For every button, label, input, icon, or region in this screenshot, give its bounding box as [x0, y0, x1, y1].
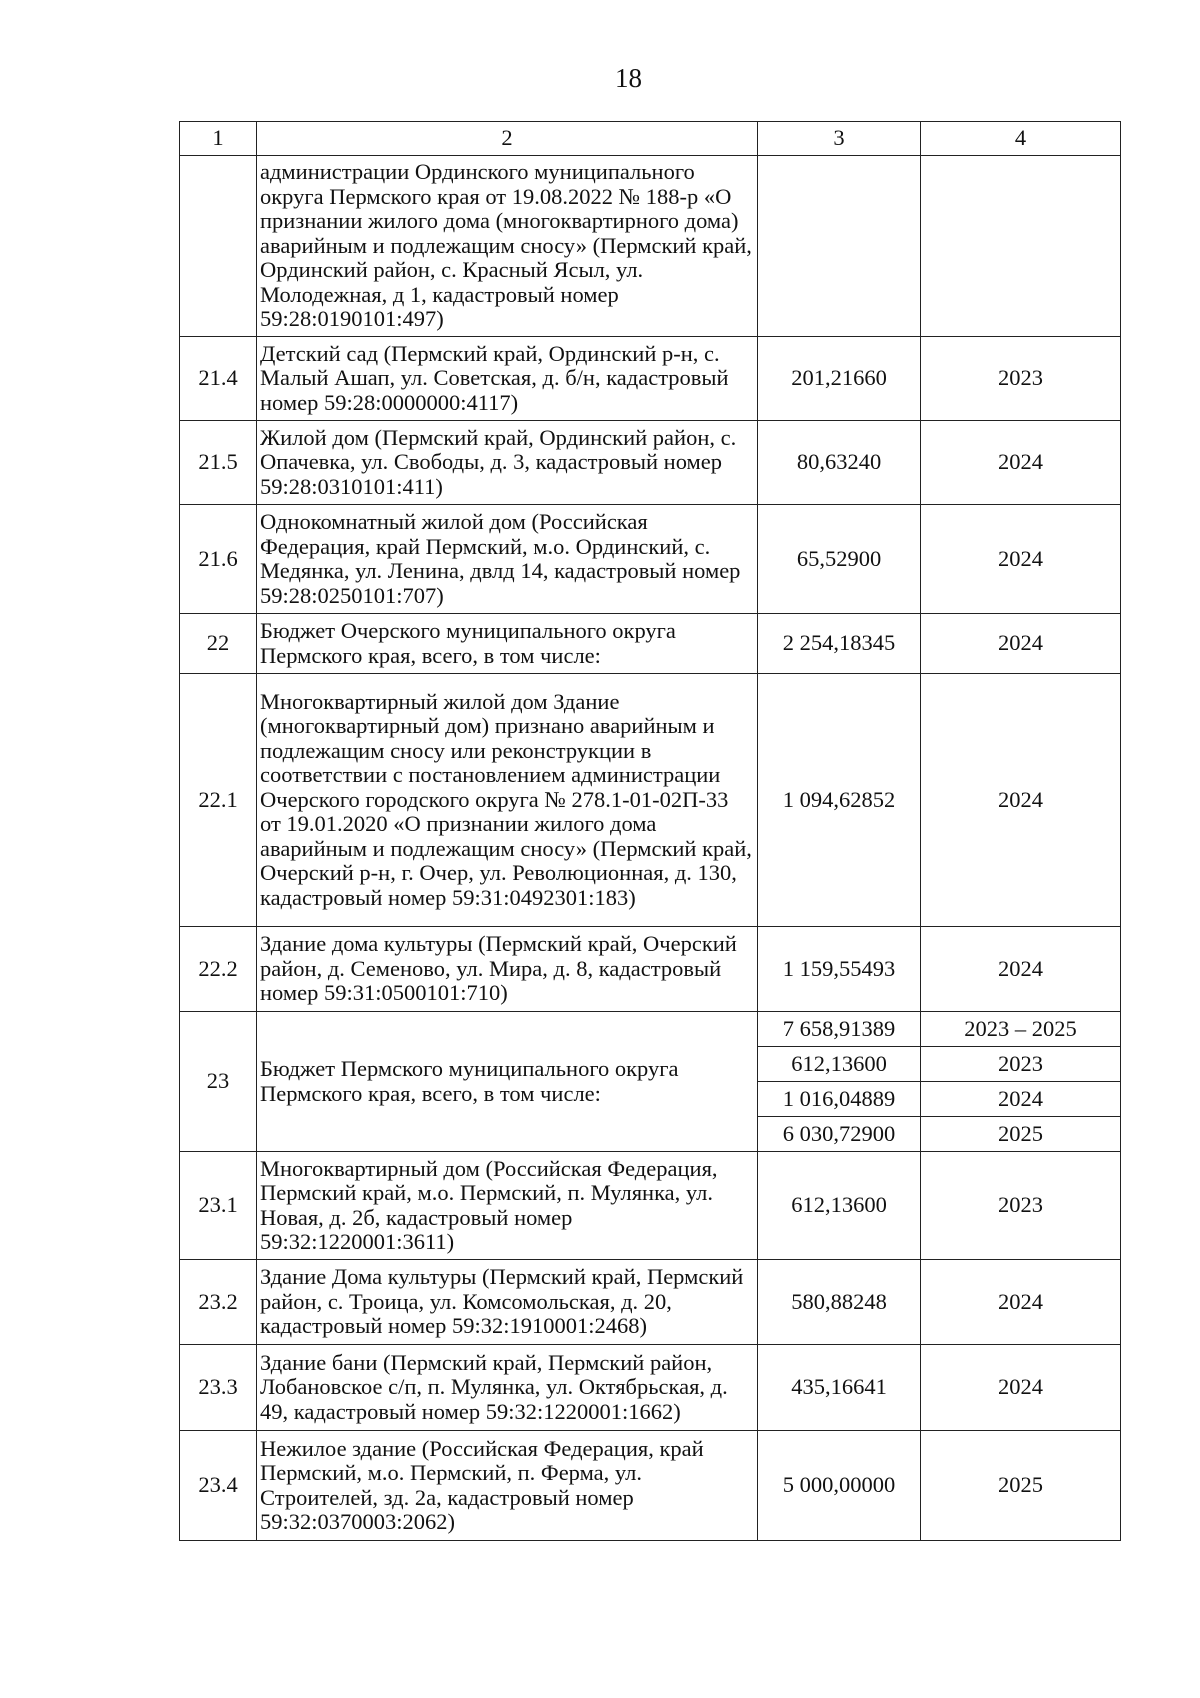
row-description: Многоквартирный дом (Российская Федерация, Пермский край, м.о. Пермский, п. Мулянка, ул. Новая, д. 2б, кадастровый номер 59:32:1220001:3611)	[257, 1152, 758, 1260]
row-year: 2023	[921, 1152, 1121, 1260]
row-number: 21.5	[180, 421, 257, 505]
row-number: 23.3	[180, 1345, 257, 1431]
row-year: 2024	[921, 1260, 1121, 1345]
row-value: 1 159,55493	[758, 927, 921, 1012]
table-row	[180, 421, 1121, 505]
row-description: Бюджет Очерского муниципального округа Пермского края, всего, в том числе:	[257, 614, 758, 674]
row-number: 22.2	[180, 927, 257, 1012]
row-year: 2024	[921, 614, 1121, 674]
row-value: 580,88248	[758, 1260, 921, 1345]
page-number: 18	[615, 63, 642, 93]
row-year: 2023 – 2025	[921, 1012, 1121, 1047]
row-description: Здание дома культуры (Пермский край, Очерский район, д. Семеново, ул. Мира, д. 8, кадастровый номер 59:31:0500101:710)	[257, 927, 758, 1012]
row-year: 2023	[921, 1047, 1121, 1082]
row-value: 80,63240	[758, 421, 921, 505]
row-value: 6 030,72900	[758, 1117, 921, 1152]
row-value: 612,13600	[758, 1152, 921, 1260]
header-cell: 4	[921, 122, 1121, 156]
table-row	[180, 1152, 1121, 1260]
row-year: 2024	[921, 505, 1121, 614]
table-row	[180, 674, 1121, 927]
row-description: Нежилое здание (Российская Федерация, край Пермский, м.о. Пермский, п. Ферма, ул. Строителей, зд. 2а, кадастровый номер 59:32:0370003:2062)	[257, 1431, 758, 1541]
row-description: Детский сад (Пермский край, Ординский р-н, с. Малый Ашап, ул. Советская, д. б/н, кадастровый номер 59:28:0000000:4117)	[257, 337, 758, 421]
row-year	[921, 156, 1121, 337]
table-row	[180, 505, 1121, 614]
row-number: 23.4	[180, 1431, 257, 1541]
row-value: 1 016,04889	[758, 1082, 921, 1117]
row-description: Здание бани (Пермский край, Пермский район, Лобановское с/п, п. Мулянка, ул. Октябрьская, д. 49, кадастровый номер 59:32:1220001:1662)	[257, 1345, 758, 1431]
header-cell: 1	[180, 122, 257, 156]
row-description: Многоквартирный жилой дом Здание (многоквартирный дом) признано аварийным и подлежащим сносу или реконструкции в соответствии с постановлением администрации Очерского городского округа № 278.1-01-02П-33 от 19.01.2020 «О признании жилого дома аварийным и подлежащим сносу» (Пермский край, Очерский р-н, г. Очер, ул. Революционная, д. 130, кадастровый номер 59:31:0492301:183)	[257, 674, 758, 927]
row-description: Бюджет Пермского муниципального округа Пермского края, всего, в том числе:	[257, 1012, 758, 1152]
table-row	[180, 1345, 1121, 1431]
row-year: 2024	[921, 1345, 1121, 1431]
row-value: 612,13600	[758, 1047, 921, 1082]
table-row	[180, 1431, 1121, 1541]
row-year: 2024	[921, 927, 1121, 1012]
table-row	[180, 1012, 1121, 1047]
header-row	[180, 122, 1121, 156]
row-number: 22	[180, 614, 257, 674]
row-year: 2024	[921, 674, 1121, 927]
table-row	[180, 1260, 1121, 1345]
row-value	[758, 156, 921, 337]
row-value: 2 254,18345	[758, 614, 921, 674]
row-value: 1 094,62852	[758, 674, 921, 927]
row-description: Однокомнатный жилой дом (Российская Федерация, край Пермский, м.о. Ординский, с. Медянка, ул. Ленина, двлд 14, кадастровый номер 59:28:0250101:707)	[257, 505, 758, 614]
row-number: 23	[180, 1012, 257, 1152]
row-value: 201,21660	[758, 337, 921, 421]
table-row	[180, 337, 1121, 421]
row-year: 2024	[921, 1082, 1121, 1117]
row-year: 2023	[921, 337, 1121, 421]
objects-table	[179, 121, 1121, 1541]
table-row	[180, 927, 1121, 1012]
row-number: 23.2	[180, 1260, 257, 1345]
row-value: 435,16641	[758, 1345, 921, 1431]
row-value: 7 658,91389	[758, 1012, 921, 1047]
header-cell: 2	[257, 122, 758, 156]
row-number	[180, 156, 257, 337]
row-year: 2024	[921, 421, 1121, 505]
row-number: 23.1	[180, 1152, 257, 1260]
row-value: 65,52900	[758, 505, 921, 614]
row-description: Здание Дома культуры (Пермский край, Пермский район, с. Троица, ул. Комсомольская, д. 20, кадастровый номер 59:32:1910001:2468)	[257, 1260, 758, 1345]
row-number: 21.6	[180, 505, 257, 614]
row-year: 2025	[921, 1117, 1121, 1152]
table-row	[180, 614, 1121, 674]
row-year: 2025	[921, 1431, 1121, 1541]
table-row	[180, 156, 1121, 337]
row-value: 5 000,00000	[758, 1431, 921, 1541]
row-description: Жилой дом (Пермский край, Ординский район, с. Опачевка, ул. Свободы, д. 3, кадастровый номер 59:28:0310101:411)	[257, 421, 758, 505]
row-number: 22.1	[180, 674, 257, 927]
row-number: 21.4	[180, 337, 257, 421]
header-cell: 3	[758, 122, 921, 156]
row-description: администрации Ординского муниципального округа Пермского края от 19.08.2022 № 188-р «О признании жилого дома (многоквартирного дома) аварийным и подлежащим сносу» (Пермский край, Ординский район, с. Красный Ясыл, ул. Молодежная, д 1, кадастровый номер 59:28:0190101:497)	[257, 156, 758, 337]
